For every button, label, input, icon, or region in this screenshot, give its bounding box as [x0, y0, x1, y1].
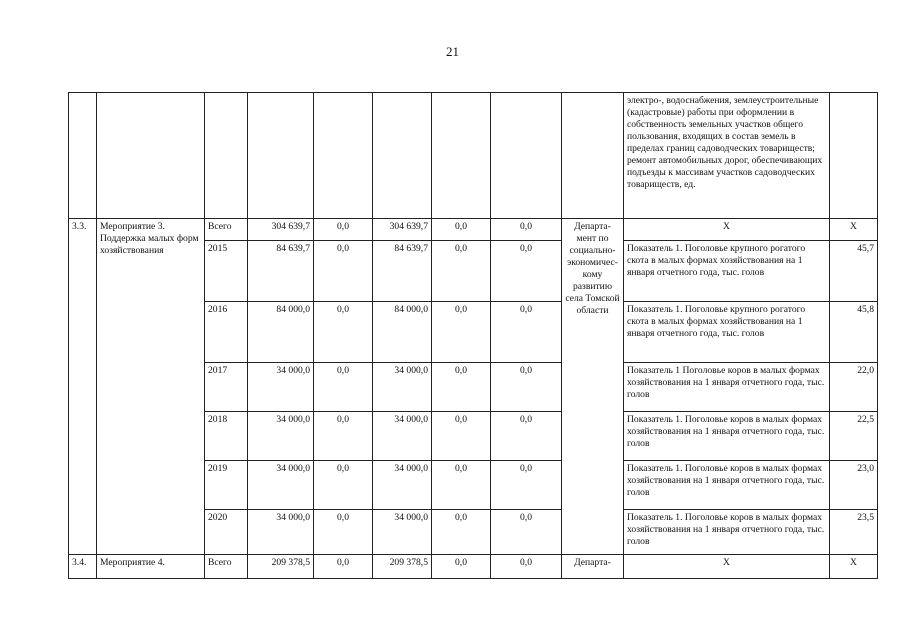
target-cell: Х: [830, 555, 878, 579]
measure-name: Мероприятие 3. Поддержка малых форм хозяйствования: [97, 219, 205, 555]
indicator-cell: Показатель 1. Поголовье коров в малых формах хозяйствования на 1 января отчетного года, тыс. голов: [624, 412, 830, 461]
local-cell: 0,0: [432, 302, 491, 363]
regional-cell: 34 000,0: [373, 461, 432, 510]
local-cell: 0,0: [432, 555, 491, 579]
table-row: [69, 555, 878, 579]
local-cell: 0,0: [432, 363, 491, 412]
department-cell: Департа-мент по социально-экономичес-кому развитию села Томской области: [562, 219, 624, 555]
extrabudget-cell: 0,0: [491, 412, 562, 461]
year-cell: 2019: [205, 461, 248, 510]
total-cell: 84 000,0: [248, 302, 314, 363]
extrabudget-cell: 0,0: [491, 510, 562, 555]
indicator-cell: Показатель 1. Поголовье крупного рогатого скота в малых формах хозяйствования на 1 января отчетного года, тыс. голов: [624, 241, 830, 302]
regional-cell: 34 000,0: [373, 510, 432, 555]
indicator-cell: Показатель 1 Поголовье коров в малых формах хозяйствования на 1 января отчетного года, тыс. голов: [624, 363, 830, 412]
department-cell: Департа-: [562, 555, 624, 579]
local-cell: 0,0: [432, 219, 491, 241]
federal-cell: 0,0: [314, 510, 373, 555]
target-cell: 23,5: [830, 510, 878, 555]
extrabudget-cell: 0,0: [491, 363, 562, 412]
federal-cell: 0,0: [314, 363, 373, 412]
measure-number: 3.4.: [69, 555, 97, 579]
cell-empty: [491, 93, 562, 219]
target-cell: Х: [830, 219, 878, 241]
indicator-cell: электро-, водоснабжения, землеустроительные (кадастровые) работы при оформлении в собственность земельных участков общего пользования, входящих в состав земель в пределах границ садоводческих товариществ; ремонт автомобильных дорог, обеспечивающих подъезды к массивам участков садоводческих товариществ, ед.: [624, 93, 830, 219]
total-cell: 34 000,0: [248, 510, 314, 555]
total-cell: 209 378,5: [248, 555, 314, 579]
total-cell: 304 639,7: [248, 219, 314, 241]
extrabudget-cell: 0,0: [491, 219, 562, 241]
local-cell: 0,0: [432, 241, 491, 302]
cell-empty: [205, 93, 248, 219]
federal-cell: 0,0: [314, 302, 373, 363]
regional-cell: 84 639,7: [373, 241, 432, 302]
table-row: [69, 219, 878, 241]
cell-empty: [373, 93, 432, 219]
regional-cell: 304 639,7: [373, 219, 432, 241]
regional-cell: 34 000,0: [373, 363, 432, 412]
cell-empty: [69, 93, 97, 219]
target-cell: 22,0: [830, 363, 878, 412]
target-cell: 45,7: [830, 241, 878, 302]
federal-cell: 0,0: [314, 241, 373, 302]
measure-number: 3.3.: [69, 219, 97, 555]
year-cell: 2018: [205, 412, 248, 461]
target-cell: 22,5: [830, 412, 878, 461]
local-cell: 0,0: [432, 461, 491, 510]
target-cell: 45,8: [830, 302, 878, 363]
extrabudget-cell: 0,0: [491, 241, 562, 302]
year-cell: 2016: [205, 302, 248, 363]
measure-name: Мероприятие 4.: [97, 555, 205, 579]
extrabudget-cell: 0,0: [491, 555, 562, 579]
federal-cell: 0,0: [314, 412, 373, 461]
year-cell: 2015: [205, 241, 248, 302]
year-cell: Всего: [205, 555, 248, 579]
total-cell: 84 639,7: [248, 241, 314, 302]
regional-cell: 34 000,0: [373, 412, 432, 461]
cell-empty: [248, 93, 314, 219]
indicator-cell: Показатель 1. Поголовье коров в малых формах хозяйствования на 1 января отчетного года, тыс. голов: [624, 461, 830, 510]
federal-cell: 0,0: [314, 461, 373, 510]
cell-empty: [314, 93, 373, 219]
program-table: [68, 92, 878, 579]
table-row: [69, 93, 878, 219]
extrabudget-cell: 0,0: [491, 302, 562, 363]
indicator-cell: Показатель 1. Поголовье коров в малых формах хозяйствования на 1 января отчетного года, тыс. голов: [624, 510, 830, 555]
page-number: 21: [446, 44, 459, 59]
total-cell: 34 000,0: [248, 363, 314, 412]
cell-empty: [97, 93, 205, 219]
cell-empty: [562, 93, 624, 219]
indicator-cell: Х: [624, 555, 830, 579]
federal-cell: 0,0: [314, 555, 373, 579]
local-cell: 0,0: [432, 412, 491, 461]
extrabudget-cell: 0,0: [491, 461, 562, 510]
cell-empty: [830, 93, 878, 219]
year-cell: 2020: [205, 510, 248, 555]
indicator-cell: Показатель 1. Поголовье крупного рогатого скота в малых формах хозяйствования на 1 января отчетного года, тыс. голов: [624, 302, 830, 363]
federal-cell: 0,0: [314, 219, 373, 241]
year-cell: 2017: [205, 363, 248, 412]
local-cell: 0,0: [432, 510, 491, 555]
total-cell: 34 000,0: [248, 461, 314, 510]
indicator-cell: Х: [624, 219, 830, 241]
total-cell: 34 000,0: [248, 412, 314, 461]
target-cell: 23,0: [830, 461, 878, 510]
year-cell: Всего: [205, 219, 248, 241]
regional-cell: 209 378,5: [373, 555, 432, 579]
regional-cell: 84 000,0: [373, 302, 432, 363]
cell-empty: [432, 93, 491, 219]
